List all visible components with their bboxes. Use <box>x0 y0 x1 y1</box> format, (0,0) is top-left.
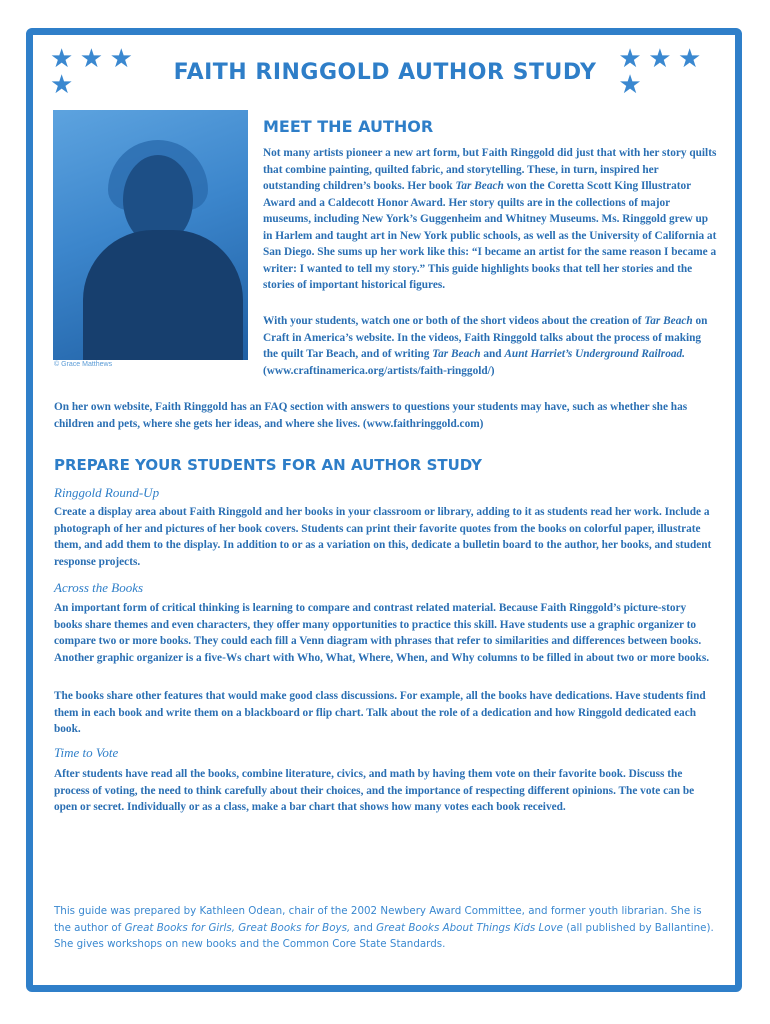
star-icons-left: ★ ★ ★ ★ <box>50 44 133 99</box>
photo-body <box>83 230 243 360</box>
subheading-round-up: Ringgold Round-Up <box>54 485 160 500</box>
subheading-time-to-vote: Time to Vote <box>54 745 119 760</box>
photo-credit: © Grace Matthews <box>54 361 113 368</box>
time-to-vote-paragraph: After students have read all the books, combine literature, civics, and math by having them vote on their favorite book. Discuss the process of voting, the need to think carefully about their choices, and the importance of respecting different opinions. The vote can be open or secret. Individually or as a class, make a bar chart that shows how many votes each book received. <box>54 768 695 813</box>
meet-paragraph-1: Not many artists pioneer a new art form, but Faith Ringgold did just that with her story quilts that combine painting, quilted fabric, and storytelling. These, in turn, inspired her outstanding children’s books. Her book Tar Beach won the Coretta Scott King Illustrator Award and a Caldecott Honor Award. Her story quilts are in the collections of major museums, including New York’s Guggenheim and Whitney Museums. Ms. Ringgold grew up in Harlem and taught art in New York public schools, as well as the University of California at San Diego. She sums up her work like this: “I became an artist for the same reason I became a writer: I wanted to tell my story.” This guide highlights books that tell her stories and the stories of important historical figures. <box>263 147 717 291</box>
page-title: FAITH RINGGOLD AUTHOR STUDY <box>173 59 597 85</box>
star-icons-right: ★ ★ ★ ★ <box>618 44 702 99</box>
title-row <box>50 44 720 99</box>
across-books-paragraph-1: An important form of critical thinking is learning to compare and contrast related material. Because Faith Ringgold’s picture-story books share themes and even characters, they offer many opportunities to practice this skill. Have students use a graphic organizer to compare two or more books. They could each fill a Venn diagram with phrases that refer to similarities and differences between books. Another graphic organizer is a five-Ws chart with Who, What, Where, When, and Why columns to be filled in about two or more books. <box>54 602 710 664</box>
across-books-paragraph-2: The books share other features that would make good class discussions. For example, all the books have dedications. Have students find them in each book and write them on a blackboard or flip chart. Talk about the role of a dedication and how Ringgold dedicated each book. <box>54 690 706 735</box>
meet-paragraph-2: With your students, watch one or both of the short videos about the creation of Tar Beach on Craft in America’s website. In the videos, Faith Ringgold talks about the process of making the quilt Tar Beach, and of writing Tar Beach and Aunt Harriet’s Underground Railroad. (www.craftinamerica.org/artists/faith-ringgold/) <box>263 315 708 377</box>
meet-author-heading: MEET THE AUTHOR <box>263 117 434 136</box>
prepare-heading: PREPARE YOUR STUDENTS FOR AN AUTHOR STUDY <box>54 456 483 474</box>
round-up-paragraph: Create a display area about Faith Ringgold and her books in your classroom or library, adding to it as students read her work. Include a photograph of her and pictures of her book covers. Students can print their favorite quotes from the books on colorful paper, illustrate them, and add them to the display. In addition to or as a variation on this, dedicate a bulletin board to the author, her books, and student response projects. <box>54 506 712 568</box>
website-paragraph: On her own website, Faith Ringgold has an FAQ section with answers to questions your students may have, such as whether she has children and pets, where she gets her ideas, and where she lives. (www.faithringgold.com) <box>54 401 688 430</box>
subheading-across-books: Across the Books <box>54 580 144 595</box>
footer-credit: This guide was prepared by Kathleen Odean, chair of the 2002 Newbery Award Committee, and former youth librarian. She is the author of Great Books for Girls, Great Books for Boys, and Great Books About Things Kids Love (all published by Ballantine). She gives workshops on new books and the Common Core State Standards. <box>54 905 714 950</box>
author-photo <box>53 110 248 360</box>
craft-link[interactable]: (www.craftinamerica.org/artists/faith-ringgold/) <box>263 364 495 377</box>
